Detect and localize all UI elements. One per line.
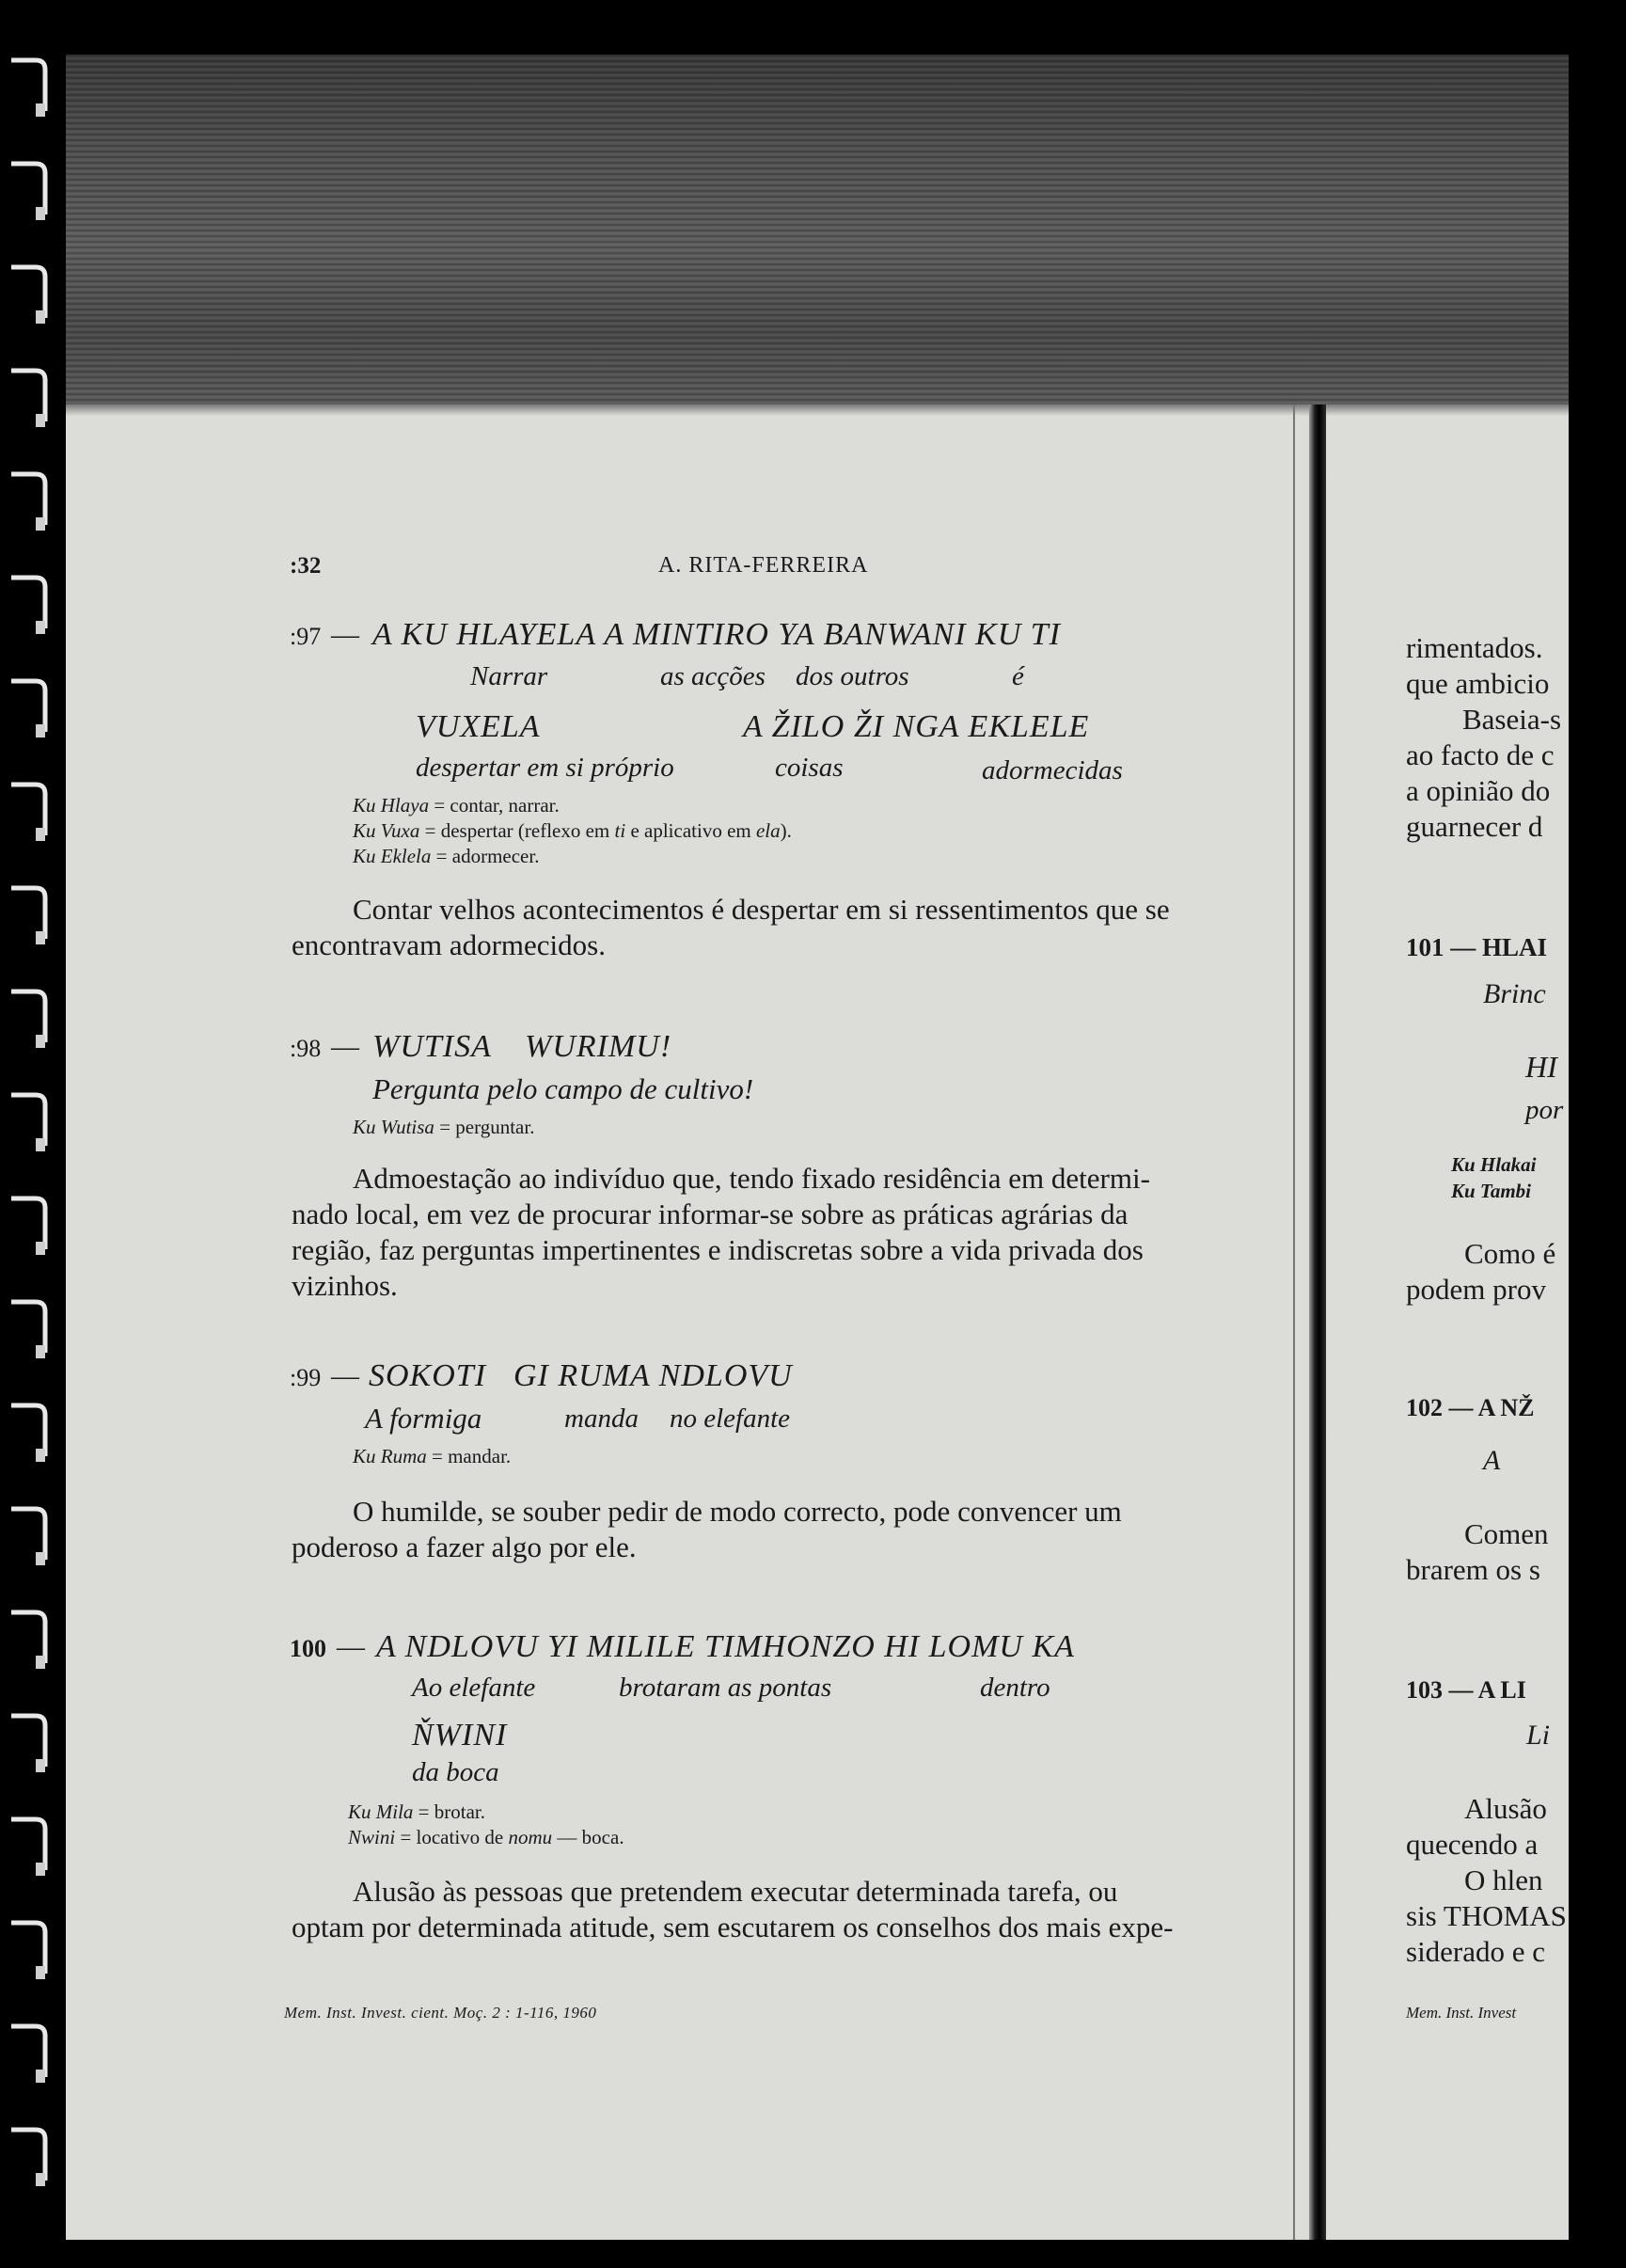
binding-ring — [8, 2021, 49, 2086]
binding-ring — [8, 262, 49, 327]
binding-ring — [8, 1710, 49, 1776]
binding-ring — [8, 1917, 49, 1983]
explanation: Admoestação ao indivíduo que, tendo fixado residência em determi- — [353, 1162, 1150, 1195]
binding-ring — [8, 1193, 49, 1259]
binding-ring — [8, 882, 49, 948]
note: Ku Ruma = mandar. — [353, 1445, 512, 1467]
binding-ring — [8, 55, 49, 120]
entry-number: :98 — [290, 1035, 322, 1062]
binding-ring — [8, 572, 49, 638]
facing-page: rimentados. que ambicio Baseia-s ao facto de c a opinião do guarnecer d 101 — HLAI Brinc HI por Ku Hlakai Ku Tambi Como é podem prov 102 — A NŽ A Comen brarem os s 103 — A LI Li Alusão quecendo a O hlen sis THOMAS siderado e c Mem. Inst. Invest — [1406, 631, 1567, 2022]
explanation: Alusão às pessoas que pretendem executar determinada tarefa, ou — [353, 1875, 1118, 1908]
binding-ring — [8, 1503, 49, 1569]
page-number: :32 — [290, 553, 322, 579]
binding-ring — [8, 158, 49, 224]
note: Nwini = locativo de nomu — boca. — [348, 1826, 624, 1848]
footer-citation: Mem. Inst. Invest. cient. Moç. 2 : 1-116, 1960 — [284, 2004, 597, 2022]
binding-ring — [8, 1089, 49, 1155]
entry-number: :99 — [290, 1364, 322, 1391]
entry-number: 100 — [290, 1635, 326, 1662]
page-gutter — [1309, 404, 1326, 2240]
proverb-text: A KU HLAYELA A MINTIRO YA BANWANI KU TI — [372, 617, 1061, 652]
scanner-noise-band — [66, 55, 1569, 404]
binding-ring — [8, 365, 49, 431]
binding-ring — [8, 468, 49, 534]
explanation: O humilde, se souber pedir de modo correcto, pode convencer um — [353, 1495, 1122, 1528]
binding-ring — [8, 2124, 49, 2190]
binding-ring — [8, 675, 49, 741]
binding-ring — [8, 779, 49, 845]
binding-ring — [8, 1814, 49, 1879]
entry-number: :97 — [290, 623, 322, 650]
note: Ku Vuxa = despertar (reflexo em ti e aplicativo em ela). — [353, 819, 792, 842]
binding-ring — [8, 1607, 49, 1673]
note: Ku Hlaya = contar, narrar. — [353, 794, 560, 817]
explanation: Contar velhos acontecimentos é despertar em si ressentimentos que se — [353, 893, 1170, 926]
scanned-page: :32 A. RITA-FERREIRA :97 — A KU HLAYELA A MINTIRO YA BANWANI KU TI Narrar as acções dos outros é VUXELA A ŽILO ŽI NGA EKLELE despertar em si próprio coisas adormecidas Ku Hlaya = contar, narrar. Ku Vuxa = despertar (reflexo em ti e aplicativo em ela). Ku Eklela = adormecer. Contar velhos acontecimentos é despertar em si ressentimentos que se encontravam adormecidos. :98 — WUTISA WURIMU! Pergunta pelo campo de cultivo! Ku Wutisa = perguntar. Admoestação ao indivíduo que, tendo fixado residência em determi- nado local, em vez de procurar informar-se sobre as práticas agrárias da região, faz perguntas impertinentes e indiscretas sobre a vida privada dos vizinhos. :99 — SOKOTI GI RUMA NDLOVU A formiga manda no elefante Ku Ruma = mandar. O humilde, se souber pedir de modo correcto, pode convencer um poderoso a fazer algo por ele. 100 — A NDLOVU YI MILILE TIMHONZO HI LOMU KA Ao elefante brotaram as pontas dentro ŇWINI da boca Ku Mila = brotar. Nwini = locativo de nomu — boca. Alusão às pessoas que pretendem executar determinada tarefa, ou optam por determinada atitude, sem escutarem os conselhos dos mais expe- Mem. Inst. Invest. cient. Moç. 2 : 1-116, 1960 rimentados. que ambicio Baseia-s ao facto de c a opinião do guarnecer d 101 — HLAI Brinc HI por Ku Hlakai Ku Tambi Como é podem prov 102 — A NŽ A Comen brarem os s 103 — A LI Li Alusão quecendo a O hlen sis THOMAS siderado e c Mem. Inst. Invest — [66, 55, 1569, 2240]
note: Ku Mila = brotar. — [348, 1800, 485, 1823]
binding-ring — [8, 986, 49, 1052]
binding-ring — [8, 1296, 49, 1362]
note: Ku Eklela = adormecer. — [353, 845, 540, 867]
running-title: A. RITA-FERREIRA — [658, 553, 869, 578]
binding-ring — [8, 1400, 49, 1466]
note: Ku Wutisa = perguntar. — [353, 1116, 535, 1138]
